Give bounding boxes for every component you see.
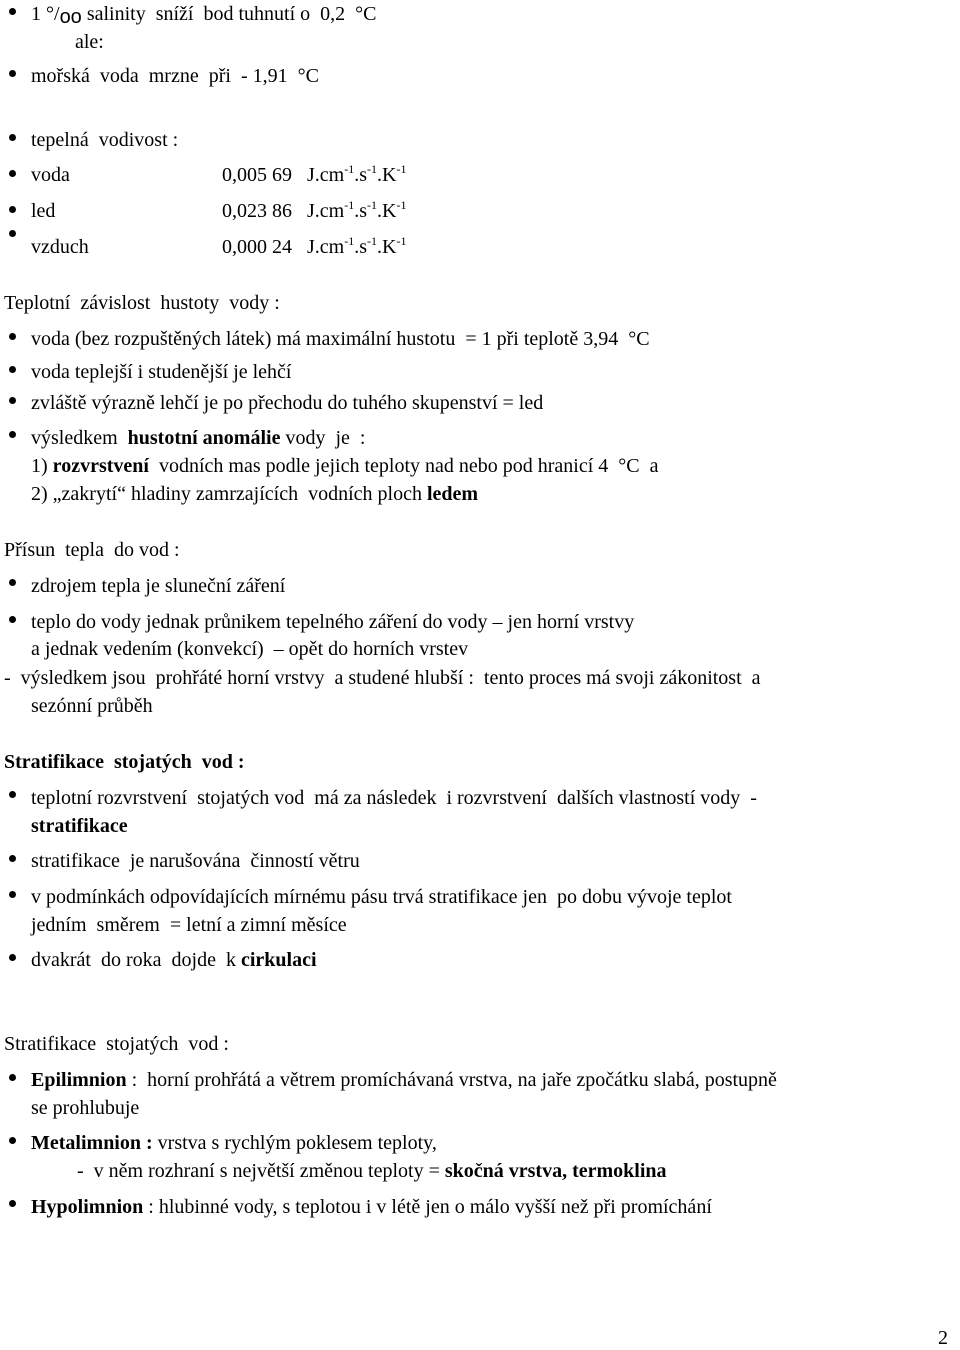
salinity-but: ale: [75,31,104,53]
bullet [9,1074,16,1081]
strat-text: dvakrát do roka dojde k cirkulaci [31,949,317,971]
freezing-line: mořská voda mrzne při - 1,91 °C [31,65,319,87]
heat-dash-line: sezónní průběh [31,695,153,717]
conductivity-value: 0,005 69 $J.cm^{-1}.s^{-1}.K^{-1}$ [222,162,407,186]
density-heading: Teplotní závislost hustoty vody : [4,292,280,314]
strat-text: stratifikace [31,815,128,837]
metalimnion-line: Metalimnion : vrstva s rychlým poklesem teploty, [31,1132,437,1154]
bullet [9,397,16,404]
bullet [9,70,16,77]
conductivity-name: voda [31,164,70,186]
conductivity-heading: tepelná vodivost : [31,129,179,151]
heat-text: zdrojem tepla je sluneční záření [31,575,286,597]
stratification-heading-2: Stratifikace stojatých vod : [4,1033,229,1055]
bullet [9,431,16,438]
density-text: zvláště výrazně lehčí je po přechodu do tuhého skupenství = led [31,392,544,414]
metalimnion-line: - v něm rozhraní s největší změnou teploty = skočná vrstva, termoklina [77,1160,667,1182]
bullet [9,891,16,898]
anomaly-item-1: 1) rozvrstvení vodních mas podle jejich teploty nad nebo pod hranicí 4 °C a [31,455,659,477]
conductivity-value: 0,023 86 $J.cm^{-1}.s^{-1}.K^{-1}$ [222,198,407,222]
conductivity-name: led [31,200,56,222]
anomaly-line: výsledkem hustotní anomálie vody je : [31,427,366,449]
bullet [9,134,16,141]
conductivity-value: 0,000 24 $J.cm^{-1}.s^{-1}.K^{-1}$ [222,234,407,258]
bullet [9,170,16,177]
heat-heading: Přísun tepla do vod : [4,539,180,561]
density-text: voda teplejší i studenější je lehčí [31,361,292,383]
hypolimnion-line: Hypolimnion : hlubinné vody, s teplotou i v létě jen o málo vyšší než při promíchání [31,1196,712,1218]
bullet [9,1137,16,1144]
strat-text: jedním směrem = letní a zimní měsíce [31,914,347,936]
bullet [9,8,16,15]
page-number: 2 [938,1327,948,1349]
bullet [9,579,16,586]
heat-dash-line: - výsledkem jsou prohřáté horní vrstvy a studené hlubší : tento proces má svoji zákonitost a [4,667,761,689]
bullet [9,206,16,213]
anomaly-item-2: 2) „zakrytí“ hladiny zamrzajících vodních ploch ledem [31,483,479,505]
bullet [9,366,16,373]
heat-text: teplo do vody jednak průnikem tepelného záření do vody – jen horní vrstvy [31,611,635,633]
bullet [9,954,16,961]
conductivity-name: vzduch [31,236,89,258]
heat-text: a jednak vedením (konvekcí) – opět do horních vrstev [31,638,469,660]
bullet [9,616,16,623]
bullet [9,1200,16,1207]
epilimnion-line: se prohlubuje [31,1097,140,1119]
salinity-line: 1 °/oo salinity sníží bod tuhnutí o 0,2 °C [31,3,377,28]
epilimnion-line: Epilimnion : horní prohřátá a větrem promíchávaná vrstva, na jaře zpočátku slabá, postupně [31,1069,777,1091]
bullet [9,230,16,237]
strat-text: teplotní rozvrstvení stojatých vod má za následek i rozvrstvení dalších vlastností vody - [31,787,757,809]
bullet [9,333,16,340]
bullet [9,791,16,798]
stratification-heading: Stratifikace stojatých vod : [4,751,245,773]
strat-text: stratifikace je narušována činností větru [31,850,360,872]
strat-text: v podmínkách odpovídajících mírnému pásu trvá stratifikace jen po dobu vývoje teplot [31,886,732,908]
density-text: voda (bez rozpuštěných látek) má maximální hustotu = 1 při teplotě 3,94 °C [31,328,650,350]
bullet [9,855,16,862]
